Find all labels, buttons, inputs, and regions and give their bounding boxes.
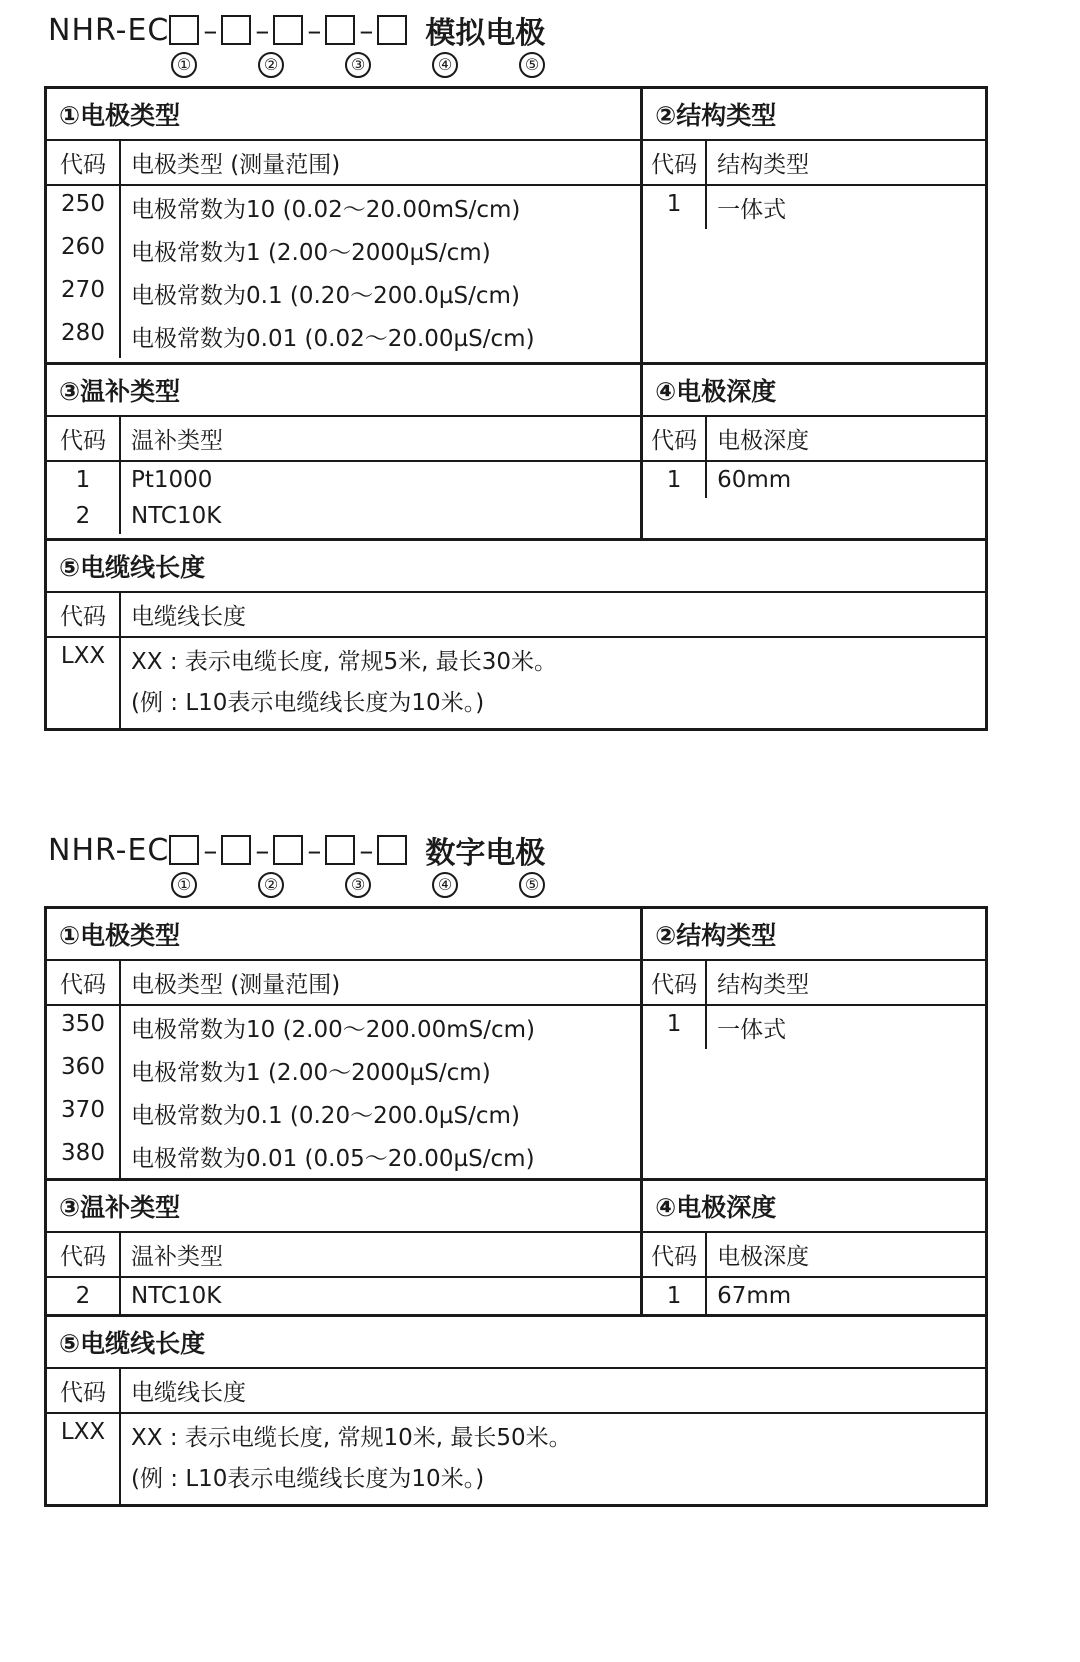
table-row bbox=[47, 1049, 640, 1092]
column-header-row bbox=[47, 141, 640, 186]
desc-column-header: 电极类型 (测量范围) bbox=[131, 972, 341, 998]
table-row bbox=[47, 1092, 640, 1135]
section-heading: ②结构类型 bbox=[643, 909, 985, 961]
code-box-1 bbox=[169, 835, 199, 865]
cell-desc: 电极常数为0.01 (0.02～20.00µS/cm) bbox=[131, 326, 535, 352]
code-index-4: ④ bbox=[432, 872, 458, 898]
cell-code: 2 bbox=[47, 1278, 121, 1314]
table-row bbox=[47, 186, 640, 229]
cell-code: 260 bbox=[47, 229, 121, 272]
section-heading: ③温补类型 bbox=[47, 1181, 640, 1233]
cell-desc: 67mm bbox=[717, 1283, 792, 1309]
cell-code: 350 bbox=[47, 1006, 121, 1049]
cell-desc: 一体式 bbox=[717, 197, 787, 223]
code-index-1: ① bbox=[171, 872, 197, 898]
section-cable-length bbox=[47, 1314, 985, 1504]
cell-desc: 电极常数为0.1 (0.20～200.0µS/cm) bbox=[131, 283, 520, 309]
cell-desc bbox=[121, 1414, 985, 1504]
model-name-label: 模拟电极 bbox=[425, 16, 546, 51]
cell-desc: 60mm bbox=[717, 467, 792, 493]
section-cable-length bbox=[47, 538, 985, 728]
table-row bbox=[47, 1178, 985, 1314]
table-row bbox=[47, 362, 985, 538]
section-electrode-type bbox=[47, 909, 643, 1178]
table-row bbox=[47, 272, 640, 315]
desc-column-header: 电极类型 (测量范围) bbox=[131, 152, 341, 178]
table-row bbox=[47, 315, 640, 358]
code-index-3: ③ bbox=[345, 52, 371, 78]
column-header-row bbox=[47, 417, 640, 462]
code-box-3 bbox=[273, 15, 303, 45]
table-row bbox=[47, 638, 985, 728]
cell-code: 1 bbox=[643, 1006, 707, 1049]
table-row bbox=[47, 1135, 640, 1178]
section-heading: ④电极深度 bbox=[643, 365, 985, 417]
code-index-1: ① bbox=[171, 52, 197, 78]
table-row bbox=[643, 1006, 985, 1049]
cable-example-note: (例 : L10表示电缆线长度为10米。) bbox=[131, 1466, 485, 1492]
section-heading: ⑤电缆线长度 bbox=[47, 541, 985, 593]
table-row bbox=[47, 462, 640, 498]
dash-3: – bbox=[307, 13, 322, 47]
column-header-row bbox=[47, 1233, 640, 1278]
cell-desc: NTC10K bbox=[131, 1283, 222, 1309]
cell-desc: 电极常数为1 (2.00～2000µS/cm) bbox=[131, 240, 491, 266]
code-column-header: 代码 bbox=[643, 141, 707, 184]
cell-desc: Pt1000 bbox=[131, 467, 213, 493]
spacer bbox=[47, 534, 640, 538]
code-box-2 bbox=[221, 15, 251, 45]
column-header-row bbox=[643, 1233, 985, 1278]
table-row bbox=[47, 909, 985, 1178]
cell-desc: 电极常数为0.1 (0.20～200.0µS/cm) bbox=[131, 1103, 520, 1129]
section-heading: ①电极类型 bbox=[47, 89, 640, 141]
cell-code: 1 bbox=[47, 462, 121, 498]
column-header-row bbox=[47, 1369, 985, 1414]
cell-desc: 电极常数为10 (2.00～200.00mS/cm) bbox=[131, 1017, 536, 1043]
code-index-row bbox=[48, 872, 988, 906]
code-column-header: 代码 bbox=[643, 417, 707, 460]
code-box-4 bbox=[325, 835, 355, 865]
column-header-row bbox=[643, 141, 985, 186]
code-column-header: 代码 bbox=[47, 417, 121, 460]
cell-code: 2 bbox=[47, 498, 121, 534]
code-index-row bbox=[48, 52, 988, 86]
section-heading: ①电极类型 bbox=[47, 909, 640, 961]
code-column-header: 代码 bbox=[643, 1233, 707, 1276]
column-header-row bbox=[47, 593, 985, 638]
desc-column-header: 电缆线长度 bbox=[131, 1380, 246, 1406]
code-box-2 bbox=[221, 835, 251, 865]
cell-code: LXX bbox=[47, 1414, 121, 1504]
code-box-1 bbox=[169, 15, 199, 45]
code-column-header: 代码 bbox=[47, 593, 121, 636]
section-temp-comp bbox=[47, 1181, 643, 1314]
cell-desc: NTC10K bbox=[131, 503, 222, 529]
section-structure-type bbox=[643, 89, 985, 362]
section-heading: ③温补类型 bbox=[47, 365, 640, 417]
section-electrode-depth bbox=[643, 365, 985, 538]
dash-2: – bbox=[255, 13, 270, 47]
section-temp-comp bbox=[47, 365, 643, 538]
code-column-header: 代码 bbox=[47, 141, 121, 184]
code-box-5 bbox=[377, 15, 407, 45]
cell-desc: 电极常数为0.01 (0.05～20.00µS/cm) bbox=[131, 1146, 535, 1172]
code-index-4: ④ bbox=[432, 52, 458, 78]
code-column-header: 代码 bbox=[47, 961, 121, 1004]
cell-desc: 一体式 bbox=[717, 1017, 787, 1043]
cell-code: 1 bbox=[643, 462, 707, 498]
model-code-line bbox=[48, 828, 988, 872]
desc-column-header: 结构类型 bbox=[717, 972, 810, 998]
dash-2: – bbox=[255, 833, 270, 867]
cell-desc bbox=[121, 638, 985, 728]
cell-code: LXX bbox=[47, 638, 121, 728]
cell-code: 250 bbox=[47, 186, 121, 229]
cell-desc: 电极常数为10 (0.02～20.00mS/cm) bbox=[131, 197, 521, 223]
table-row bbox=[643, 462, 985, 498]
cable-desc-text: XX : 表示电缆长度, 常规5米, 最长30米。 bbox=[131, 649, 558, 675]
cell-code: 360 bbox=[47, 1049, 121, 1092]
desc-column-header: 电极深度 bbox=[717, 428, 810, 454]
dash-3: – bbox=[307, 833, 322, 867]
cell-code: 380 bbox=[47, 1135, 121, 1178]
spec-table-digital bbox=[44, 906, 988, 1507]
code-index-5: ⑤ bbox=[519, 872, 545, 898]
section-electrode-depth bbox=[643, 1181, 985, 1314]
dash-4: – bbox=[359, 13, 374, 47]
table-row bbox=[47, 498, 640, 534]
model-prefix: NHR-EC bbox=[48, 832, 170, 868]
cell-code: 1 bbox=[643, 1278, 707, 1314]
table-row bbox=[643, 186, 985, 229]
cable-example-note: (例 : L10表示电缆线长度为10米。) bbox=[131, 690, 485, 716]
desc-column-header: 电缆线长度 bbox=[131, 604, 246, 630]
spacer bbox=[47, 358, 640, 362]
cable-desc-text: XX : 表示电缆长度, 常规10米, 最长50米。 bbox=[131, 1425, 572, 1451]
dash-1: – bbox=[203, 13, 218, 47]
code-column-header: 代码 bbox=[643, 961, 707, 1004]
cell-code: 1 bbox=[643, 186, 707, 229]
model-block-digital bbox=[44, 828, 988, 1507]
model-block-analog bbox=[44, 8, 988, 731]
section-electrode-type bbox=[47, 89, 643, 362]
cell-code: 370 bbox=[47, 1092, 121, 1135]
model-code-line bbox=[48, 8, 988, 52]
section-heading: ⑤电缆线长度 bbox=[47, 1317, 985, 1369]
cell-desc: 电极常数为1 (2.00～2000µS/cm) bbox=[131, 1060, 491, 1086]
model-name-label: 数字电极 bbox=[425, 836, 546, 871]
desc-column-header: 温补类型 bbox=[131, 428, 223, 454]
column-header-row bbox=[47, 961, 640, 1006]
code-index-3: ③ bbox=[345, 872, 371, 898]
table-row bbox=[47, 1278, 640, 1314]
code-box-3 bbox=[273, 835, 303, 865]
cell-code: 280 bbox=[47, 315, 121, 358]
code-box-5 bbox=[377, 835, 407, 865]
dash-4: – bbox=[359, 833, 374, 867]
column-header-row bbox=[643, 417, 985, 462]
table-row bbox=[47, 1414, 985, 1504]
dash-1: – bbox=[203, 833, 218, 867]
desc-column-header: 温补类型 bbox=[131, 1244, 223, 1270]
desc-column-header: 电极深度 bbox=[717, 1244, 810, 1270]
code-index-2: ② bbox=[258, 872, 284, 898]
table-row bbox=[643, 1278, 985, 1314]
code-column-header: 代码 bbox=[47, 1369, 121, 1412]
section-structure-type bbox=[643, 909, 985, 1178]
spec-table-analog bbox=[44, 86, 988, 731]
code-column-header: 代码 bbox=[47, 1233, 121, 1276]
table-row bbox=[47, 229, 640, 272]
cell-code: 270 bbox=[47, 272, 121, 315]
desc-column-header: 结构类型 bbox=[717, 152, 810, 178]
code-box-4 bbox=[325, 15, 355, 45]
table-row bbox=[47, 89, 985, 362]
code-index-5: ⑤ bbox=[519, 52, 545, 78]
section-heading: ②结构类型 bbox=[643, 89, 985, 141]
model-prefix: NHR-EC bbox=[48, 12, 170, 48]
table-row bbox=[47, 1006, 640, 1049]
code-index-2: ② bbox=[258, 52, 284, 78]
column-header-row bbox=[643, 961, 985, 1006]
section-heading: ④电极深度 bbox=[643, 1181, 985, 1233]
